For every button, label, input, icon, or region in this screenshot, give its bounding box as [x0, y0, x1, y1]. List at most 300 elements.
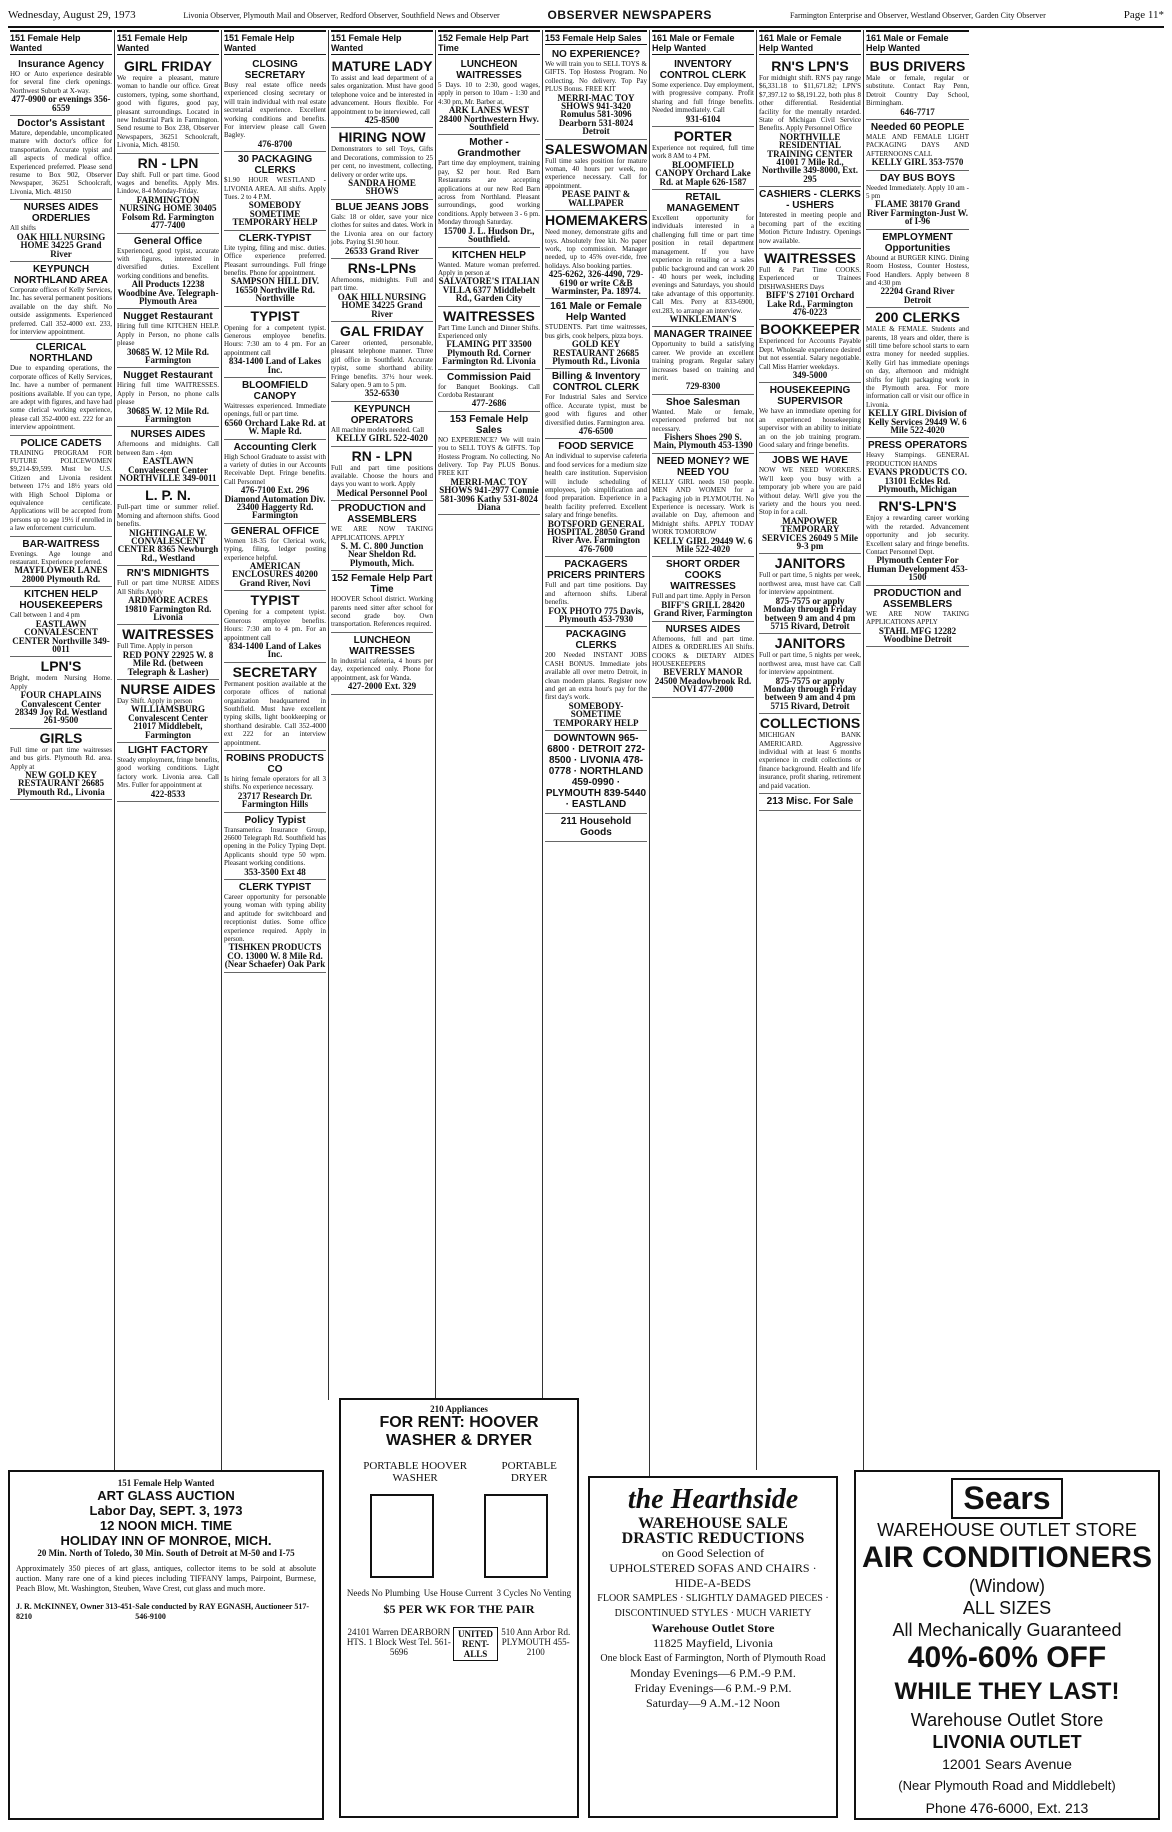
sears-line-4: ALL SIZES — [962, 1598, 1052, 1618]
ad-title: NEED MONEY? WE NEED YOU — [656, 455, 750, 478]
ad-title: DOWNTOWN 965-6800 · DETROIT 272-8500 · LIVONIA 478-0778 · NORTHLAND 459-0990 · PLYMOUTH 839-5440 · EASTLAND — [545, 732, 647, 810]
ad-body: Opening for a competent typist. Generous employee benefits. Hours: 7:30 am to 4 pm. For an appointment call — [224, 323, 326, 357]
ad-contact: 427-2000 Ext. 329 — [347, 681, 417, 692]
section-heading: 161 Male or Female Help Wanted — [759, 30, 861, 55]
classified-ad — [545, 627, 647, 731]
classified-ad — [759, 249, 861, 320]
hearthside-hours-2: Friday Evenings—6 P.M.-9 P.M. — [634, 1681, 792, 1695]
ad-title: CLERICAL NORTHLAND — [29, 342, 93, 365]
ad-title: PRODUCTION and ASSEMBLERS — [873, 587, 962, 610]
classified-ad — [224, 524, 326, 591]
ad-body: Interested in meeting people and becoming part of the exciting Motion Picture Industry. Openings now available. — [759, 211, 861, 245]
ad-title: WAITRESSES — [764, 249, 856, 266]
ad-body: Corporate offices of Kelly Services, Inc. has several permanent positions available on the day shift. No outside assignments. Experienced preferred. Call 352-4000 ext. 233, for interview appointment. — [10, 285, 112, 336]
hearthside-logo: the Hearthside — [627, 1484, 799, 1515]
ad-title: GIRLS — [39, 729, 83, 746]
ad-contact: KELLY GIRL 353-7570 — [871, 157, 964, 168]
ad-body: Experience not required, full time work 8 AM to 4 PM. — [652, 144, 754, 161]
classified-ad — [331, 128, 433, 199]
ad-body: We require a pleasant, mature woman to handle our office. Great customers, typing, some shorthand, good with figures, good pay, pleasant surroundings. Located in new Industrial Park in Farmington. Send resume to Box 238, Observer Newspapers, 36251 Schoolcraft, Livonia, Mich. 48150. — [117, 74, 219, 150]
hearthside-store: Warehouse Outlet Store — [651, 1621, 775, 1635]
classified-ad — [545, 211, 647, 299]
ad-contact: FARMINGTON NURSING HOME 30405 Folsom Rd. Farmington 477-7400 — [119, 194, 217, 231]
hearthside-hours-3: Saturday—9 A.M.-12 Noon — [646, 1696, 780, 1710]
classified-ad — [224, 57, 326, 152]
ad-title: RN'S MIDNIGHTS — [126, 568, 210, 580]
ad-body: All shifts — [10, 224, 36, 233]
ad-body: Full or part time, 5 nights per week, northwest area, must have car. Call for interview appointment. — [759, 651, 861, 677]
ad-title: POLICE CADETS — [20, 437, 102, 449]
ad-title: 30 PACKAGING CLERKS — [237, 154, 313, 177]
classified-ad — [117, 368, 219, 427]
ad-title: L. P. N. — [145, 487, 191, 504]
issue-date: Wednesday, August 29, 1973 — [8, 9, 136, 21]
sears-discount: 40%-60% OFF — [907, 1641, 1107, 1674]
ad-contact: BLOOMFIELD CANOPY Orchard Lake Rd. at Maple 626-1587 — [655, 159, 751, 187]
current-note: Use House Current — [423, 1588, 493, 1598]
art-glass-auction-ad — [8, 1470, 324, 1820]
classified-ad — [866, 497, 969, 585]
ad-body: WE ARE NOW TAKING APPLICATIONS. APPLY — [331, 525, 433, 542]
ad-body: For Industrial Sales and Service office. Accurate typist, must be good with figures and other diversified duties. Farmington area. — [545, 393, 647, 427]
classified-column — [650, 30, 757, 1470]
ad-contact: 422-8533 — [150, 788, 186, 799]
ad-body: Afternoons and midnights. Call between 8am - 4pm — [117, 440, 219, 457]
section-heading: 152 Female Help Part Time — [438, 30, 540, 55]
classified-ad — [10, 587, 112, 657]
sears-line-10: 12001 Sears Avenue — [942, 1756, 1072, 1772]
ad-body: TRAINING PROGRAM FOR FUTURE POLICEWOMEN $9,214-$9,599. Must be U.S. Citizen and Livonia resident between 17½ and 18½ years old with High School Diploma or equivalence certificate. Applications will be accepted from persons up to age 19½ if enrolled in a law enforcement curriculum. — [10, 448, 112, 533]
ad-body: $1.90 HOUR WESTLAND - LIVONIA AREA. All shifts. Apply Tues. 2 to 4 P.M. — [224, 176, 326, 202]
classified-ad — [10, 57, 112, 116]
ad-contact: 22204 Grand River Detroit — [880, 286, 955, 305]
auction-title: ART GLASS AUCTION — [97, 1488, 235, 1503]
ad-body: Abound at BURGER KING. Dining Room Hostess, Counter Hostess, Food Handlers. Apply between 8 and 4:30 pm — [866, 253, 969, 287]
ad-title: EMPLOYMENT Opportunities — [882, 231, 953, 254]
ad-contact: MAYFLOWER LANES 28000 Plymouth Rd. — [14, 565, 108, 584]
ad-title: 152 Female Help Part Time — [331, 573, 433, 596]
ad-contact: 477-0900 or evenings 356-6559 — [11, 94, 111, 113]
classified-ad — [545, 299, 647, 369]
ad-title: Needed 60 PEOPLE — [870, 122, 965, 134]
ad-title: SALESWOMAN — [545, 140, 648, 157]
ad-title: FOOD SERVICE — [558, 441, 634, 453]
classified-ad — [866, 308, 969, 438]
ad-title: KEYPUNCH NORTHLAND AREA — [13, 263, 109, 286]
united-rentalls-logo: UNITED RENT-ALLS — [453, 1627, 499, 1661]
ad-contact: 349-5000 — [792, 369, 828, 380]
ad-body: Full time sales position for mature woman, 40 hours per week, no experience necessary. Call for appointment. — [545, 156, 647, 190]
ad-contact: GOLD KEY RESTAURANT 26685 Plymouth Rd., Livonia — [552, 339, 640, 366]
ad-body: Women 18-35 for Clerical work, typing, filing, ledger posting experience helpful. — [224, 536, 326, 562]
classified-ad — [224, 751, 326, 813]
ad-title: MANAGER TRAINEE — [653, 329, 753, 341]
ad-contact: MANPOWER TEMPORARY SERVICES 26049 5 Mile 9-3 pm — [762, 515, 858, 552]
ad-title: CASHIERS - CLERKS - USHERS — [759, 189, 861, 212]
ad-body: 5 Days. 10 to 2:30, good wages, apply in person to 10am - 1:30 and 4:30 pm, Mr. Barber at, — [438, 81, 540, 106]
ad-contact: EASTLAWN Convalescent Center NORTHVILLE 349-0011 — [119, 456, 217, 484]
hearthside-reductions: DRASTIC REDUCTIONS — [621, 1530, 805, 1547]
ad-title: 211 Household Goods — [560, 815, 632, 838]
ad-body: Day Shift. Apply in person — [117, 696, 193, 705]
classified-ad — [331, 57, 433, 128]
ad-contact: 476-7100 Ext. 296 Diamond Automation Div. 23400 Haggerty Rd. Farmington — [224, 485, 326, 521]
classified-ad — [117, 625, 219, 680]
ad-contact: Fishers Shoes 290 S. Main, Plymouth 453-1390 — [653, 432, 753, 451]
classified-ad — [652, 327, 754, 394]
section-heading: 151 Female Help Wanted — [224, 30, 326, 55]
ad-title: Billing & Inventory CONTROL CLERK — [551, 371, 641, 394]
auction-venue: HOLIDAY INN OF MONROE, MICH. — [60, 1533, 272, 1548]
ad-body: Afternoons, full and part time. AIDES & ORDERLIES All Shifts. COOKS & DIETARY AIDES HOUSEKEEPERS — [652, 634, 754, 668]
classified-ad — [224, 378, 326, 440]
ad-body: Hiring full time KITCHEN HELP. Apply in Person, no phone calls please — [117, 322, 219, 348]
ad-contact: KELLY GIRL 29449 W. 6 Mile 522-4020 — [653, 535, 753, 555]
ad-title: Nugget Restaurant — [123, 311, 213, 323]
ad-title: Shoe Salesman — [666, 396, 740, 408]
ad-title: Accounting Clerk — [233, 441, 317, 453]
hearthside-directions: One block East of Farmington, North of Plymouth Road — [600, 1653, 826, 1664]
ad-contact: OAK HILL NURSING HOME 34225 Grand River — [337, 291, 427, 319]
ad-body: Steady employment, fringe benefits, good working conditions. Light factory work. Livonia area. Call Mrs. Fuller for appointment at — [117, 755, 219, 790]
classified-ad — [438, 248, 540, 307]
ad-title: Policy Typist — [244, 814, 306, 826]
classified-ad — [759, 383, 861, 453]
ad-body: Hiring full time WAITRESSES. Apply in Person, no phone calls please — [117, 381, 219, 407]
classified-ad — [224, 663, 326, 751]
ad-body: for Banquet Bookings. Call Cordoba Restaurant — [438, 382, 540, 399]
ad-title: LIGHT FACTORY — [128, 744, 208, 756]
ad-title: WAITRESSES — [443, 307, 535, 324]
ad-title: LPN'S — [40, 658, 82, 675]
classified-ad — [438, 307, 540, 370]
classified-ad — [224, 152, 326, 230]
ad-title: KITCHEN HELP HOUSEKEEPERS — [19, 589, 103, 612]
classified-ad — [866, 230, 969, 308]
ad-body: We will train you to SELL TOYS & GIFTS. Top Hostess Program. No collecting. No delivery. Top Pay PLUS Bonus. FREE KIT — [545, 60, 647, 94]
sears-line-3: (Window) — [968, 1576, 1045, 1596]
classified-column — [115, 30, 222, 1470]
ad-contact: 477-2686 — [471, 398, 507, 409]
classified-ad — [652, 395, 754, 454]
ad-title: CLERK TYPIST — [238, 882, 312, 894]
ad-body: High School Graduate to assist with a variety of duties in our Accounts Receivable Dept. Fringe benefits. Call Personnel — [224, 452, 326, 486]
ad-contact: 352-6530 — [364, 388, 400, 399]
classified-column — [757, 30, 864, 1470]
ad-body: Enjoy a rewarding career working with the retarded. Advancement opportunity and job security. Excellent salary and fringe benefits. Contact Personnel Dept. — [866, 514, 969, 557]
ad-body: Waitresses experienced. Immediate openings, full or part time. — [224, 401, 326, 419]
ad-contact: Medical Personnel Pool — [336, 487, 428, 498]
ad-contact: KELLY GIRL Division of Kelly Services 29449 W. 6 Mile 522-4020 — [868, 408, 967, 435]
classified-ad — [224, 591, 326, 662]
ad-body: MALE & FEMALE. Students and parents, 18 years and older, there is still time before school starts to earn extra money for needed supplies. Kelly Girl has immediate openings on day, afternoon and midnight shifts for light packaging work in the Plymouth area. For more information call or visit our office in Livonia. — [866, 325, 969, 409]
ad-title: LUNCHEON WAITRESSES — [456, 59, 522, 81]
classified-ad — [10, 436, 112, 537]
ad-body: Wanted. Mature woman preferred. Apply in person at — [438, 260, 540, 277]
classified-column — [864, 30, 971, 1470]
ad-body: Lite typing, filing and misc. duties. Office experience preferred. Pleasant surroundings. Full fringe benefits. Phone for appointment. — [224, 243, 326, 277]
classified-ad — [331, 571, 433, 633]
ad-body: Male or female, regular or substitute. Contact Ray Penn, Detroit Country Day School, Birmingham. — [866, 74, 969, 108]
classified-ad — [759, 57, 861, 187]
auction-body: Approximately 350 pieces of art glass, antiques, collector items to be sold at absolute auction. Many rare one of a kind pieces including TIFFANY lamps, Pairpoint, Burmese, Peach Blow, Mt. Washington, Steuben, Wave Crest, cut glass and much more. — [16, 1564, 316, 1593]
rental-title: FOR RENT: HOOVER WASHER & DRYER — [379, 1414, 539, 1449]
classified-ad — [866, 438, 969, 497]
ad-title: RN'S LPN'S — [771, 58, 849, 74]
ad-body: Wanted. Male or female, experienced preferred but not necessary. — [652, 407, 754, 433]
masthead-papers: Livonia Observer, Plymouth Mail and Observer, Redford Observer, Southfield News and Observer — [183, 10, 500, 20]
sears-ad — [854, 1470, 1160, 1820]
classified-ad — [224, 307, 326, 378]
dryer-icon — [484, 1494, 548, 1578]
ad-contact: 353-3500 Ext 48 — [244, 866, 306, 877]
classified-ad — [866, 57, 969, 120]
ad-contact: NORTHVILLE RESIDENTIAL TRAINING CENTER 41001 7 Mile Rd., Northville 349-8000, Ext. 295 — [762, 131, 858, 184]
ad-title: BAR-WAITRESS — [22, 538, 100, 550]
classified-ad — [224, 440, 326, 524]
ad-contact: 931-6104 — [685, 113, 721, 124]
ad-body: Full time or part time waitresses and bus girls. Plymouth Rd. area. Apply at — [10, 745, 112, 771]
ad-title: PORTER — [673, 128, 733, 145]
ad-title: INVENTORY CONTROL CLERK — [659, 59, 747, 81]
ad-title: BUS DRIVERS — [869, 58, 966, 74]
ad-title: KITCHEN HELP — [452, 249, 526, 261]
ad-contact: BIFF'S 27101 Orchard Lake Rd., Farmington 476-0223 — [765, 290, 855, 317]
ad-body: NOW WE NEED WORKERS. We'll keep you busy with a temporary job where you are paid without delay. We'll give you the variety and the hours you need. Stop in for a call. — [759, 466, 861, 517]
classified-ad — [545, 557, 647, 627]
section-heading: 151 Female Help Wanted — [331, 30, 433, 55]
ad-contact: 834-1400 Land of Lakes Inc. — [228, 640, 322, 660]
classified-ad — [117, 57, 219, 154]
ad-body: Needed Immediately. Apply 10 am - 5 pm — [866, 183, 969, 201]
classified-ad — [224, 231, 326, 307]
classified-ad — [438, 370, 540, 412]
section-heading: 161 Male or Female Help Wanted — [652, 30, 754, 55]
ad-contact: 26533 Grand River — [345, 245, 419, 256]
sears-line-9: LIVONIA OUTLET — [932, 1732, 1082, 1752]
ad-title: SHORT ORDER COOKS WAITRESSES — [666, 559, 740, 593]
ad-body: Evenings. Age lounge and restaurant. Experience preferred. — [10, 549, 112, 567]
classified-ad — [545, 814, 647, 842]
sears-line-12: Phone 476-6000, Ext. 213 — [925, 1800, 1089, 1816]
ad-contact: KELLY GIRL 522-4020 — [336, 433, 428, 444]
ad-contact: 30685 W. 12 Mile Rd. Farmington — [126, 405, 209, 424]
ad-contact: NIGHTINGALE W. CONVALESCENT CENTER 8365 Newburgh Rd., Westland — [117, 527, 219, 563]
ad-body: Busy real estate office needs experienced closing secretary or will train individual with real estate secretarial experience. Excellent working conditions and benefits. For interview please call Gwen Bagley. — [224, 81, 326, 140]
classified-ad — [759, 794, 861, 811]
hearthside-ad — [588, 1476, 838, 1818]
classified-ad — [545, 731, 647, 814]
ad-body: Part Time Lunch and Dinner Shifts. Experienced only — [438, 323, 540, 340]
ad-body: Full or part time, 5 nights per week, northwest area, must have car. Call for interview appointment. — [759, 571, 861, 597]
ad-contact: PEASE PAINT & WALLPAPER — [561, 189, 631, 208]
ad-body: Heavy Stampings. GENERAL PRODUCTION HANDS — [866, 451, 969, 468]
ad-contact: EASTLAWN CONVALESCENT CENTER Northville 349-0011 — [12, 618, 110, 654]
ad-title: CLERK-TYPIST — [238, 232, 312, 244]
ad-title: GIRL FRIDAY — [124, 58, 212, 74]
ad-title: Insurance Agency — [18, 59, 104, 70]
ad-title: RN'S-LPN'S — [878, 498, 957, 515]
section-heading: 151 Female Help Wanted — [10, 30, 112, 55]
ad-body: For midnight shift. RN'S pay range $6,331.18 to $11,671.82; LPN'S $7,397.12 to $8,191.22, both plus 8 other differential. Residential facility for the mentally retarded. State of Michigan Civil Service Benefits. Apply Personnel Office — [759, 74, 861, 133]
ad-body: Is hiring female operators for all 3 shifts. No experience necessary. — [224, 774, 326, 792]
ad-title: COLLECTIONS — [759, 715, 861, 732]
classified-ad — [331, 402, 433, 447]
ad-contact: 646-7717 — [900, 106, 935, 117]
classified-ad — [652, 454, 754, 558]
classified-ad — [331, 259, 433, 322]
ad-title: RNs-LPNs — [347, 259, 417, 276]
section-heading: 151 Female Help Wanted — [117, 30, 219, 55]
ad-body: 200 Needed INSTANT JOBS CASH BONUS. Immediate jobs available all over metro Detroit, in clean modern plants. Register now and get an extra hour's pay for the first day's work. — [545, 651, 647, 702]
ad-body: Career oriented, personable, pleasant telephone manner. Three girl office in Southfield. Accurate typist, some shorthand ability. Fringe benefits. 37½ hour week. Salary open. 9 am to 5 pm. — [331, 338, 433, 389]
ad-title: JOBS WE HAVE — [772, 455, 848, 467]
ad-contact: FLAME 38170 Grand River Farmington-Just W. of I-96 — [866, 199, 969, 227]
ad-contact: 476-8700 — [257, 138, 293, 149]
ad-title: GENERAL OFFICE — [230, 525, 320, 537]
ad-title: NURSES AIDES — [130, 429, 206, 441]
plymouth-address: 510 Ann Arbor Rd. PLYMOUTH 455-2100 — [501, 1627, 571, 1657]
ad-contact: FLAMING PIT 33500 Plymouth Rd. Corner Farmington Rd. Livonia — [442, 339, 536, 367]
ad-title: Doctor's Assistant — [17, 118, 105, 130]
ad-body: Permanent position available at the corporate offices of national organization headquartered in Southfield. Must have excellent typing skills, light bookkeeping or shorthand desirable. Call 352-4000 ext 222 for an interview appointment. — [224, 679, 326, 747]
classified-ad — [759, 714, 861, 794]
page-number: Page 11* — [1123, 9, 1165, 21]
classified-ad — [331, 322, 433, 402]
ad-body: Opportunity to build a satisfying career. We provide an excellent training program. Regular salary increases based on training and merit. — [652, 340, 754, 382]
ad-title: ROBINS PRODUCTS CO — [226, 752, 324, 775]
classified-column — [436, 30, 543, 1470]
ad-contact: FOX PHOTO 775 Davis, Plymouth 453-7930 — [548, 605, 644, 624]
ad-body: Full & Part Time COOKS. Experienced or Trainees DISHWASHERS Days — [759, 265, 861, 291]
ad-title: Commission Paid — [447, 371, 531, 383]
classified-ad — [652, 622, 754, 698]
washer-label: PORTABLE HOOVER WASHER — [363, 1460, 468, 1484]
ad-body: MICHIGAN BANK AMERICARD. Aggressive individual with at least 6 months experience in credit collections or finance background. Health and life insurance, profit sharing, retirement and paid vacation. — [759, 731, 861, 790]
ad-title: HOUSEKEEPING SUPERVISOR — [769, 385, 851, 408]
classified-ad — [224, 880, 326, 973]
classified-ad — [10, 657, 112, 728]
sears-line-5: All Mechanically Guaranteed — [892, 1620, 1122, 1640]
hearthside-line-3: on Good Selection of — [661, 1546, 765, 1560]
ad-body: Full Time. Apply in person — [117, 642, 193, 651]
ad-contact: EVANS PRODUCTS CO. 13101 Eckles Rd. Plymouth, Michigan — [867, 467, 968, 495]
ad-contact: ARDMORE ACRES 19810 Farmington Rd. Livonia — [124, 595, 212, 622]
classified-ad — [652, 57, 754, 127]
classified-column — [543, 30, 650, 1480]
ad-body: Full and part time positions. Day and afternoon shifts. Liberal benefits. — [545, 581, 647, 607]
classified-ad — [438, 412, 540, 516]
classified-ad — [10, 200, 112, 262]
classified-ad — [759, 634, 861, 714]
classified-ad — [331, 501, 433, 571]
ad-title: NURSE AIDES — [120, 680, 216, 697]
ad-body: Excellent opportunity for individuals interested in a challenging full time or part time position in retail department management. If you have experience in retailing or a sales public background and can work 20 - 40 hours per week, including evenings and Saturdays, you should take advantage of this opportunity. Call Mrs. Perry at 833-6900, ext.283, to arrange an interview. — [652, 214, 754, 315]
classified-ad — [117, 154, 219, 234]
ad-contact: SOMEBODY SOMETIME TEMPORARY HELP — [232, 200, 318, 228]
classified-ad — [117, 427, 219, 486]
ad-title: Nugget Restaurant — [123, 370, 213, 382]
venting-note: 3 Cycles No Venting — [496, 1588, 572, 1598]
dryer-label: PORTABLE DRYER — [501, 1460, 557, 1484]
auction-date: Labor Day, SEPT. 3, 1973 — [89, 1503, 243, 1518]
classified-ad — [117, 309, 219, 368]
ad-contact: MERRI-MAC TOY SHOWS 941-2977 Connie 581-3096 Kathy 531-8024 Diana — [439, 476, 539, 513]
ad-title: RN - LPN — [137, 154, 199, 171]
ad-contact: NEW GOLD KEY RESTAURANT 26685 Plymouth Rd., Livonia — [17, 769, 105, 797]
classified-ad — [117, 566, 219, 625]
classified-ad — [331, 633, 433, 695]
classified-ad — [438, 135, 540, 247]
classified-column — [222, 30, 329, 1400]
classified-ad — [117, 743, 219, 802]
ad-contact: ARK LANES WEST 28400 Northwestern Hwy. Southfield — [439, 105, 539, 133]
ad-title: WAITRESSES — [122, 626, 214, 643]
washer-icon — [370, 1494, 434, 1578]
ad-contact: FOUR CHAPLAINS Convalescent Center 28349 Joy Rd. Westland 261-9500 — [14, 690, 108, 726]
classified-ad — [331, 447, 433, 502]
classified-ad — [117, 680, 219, 743]
ad-title: PRESS OPERATORS — [867, 440, 968, 452]
auction-owner: J. R. McKINNEY, Owner 313-451-8210 — [16, 1602, 135, 1621]
classified-ad — [759, 187, 861, 249]
ad-contact: BIFF'S GRILL 28420 Grand River, Farmington — [653, 599, 753, 619]
ad-title: Mother - Grandmother — [457, 137, 521, 160]
ad-body: Part time day employment, training pay, $2 per hour. Red Barn Restaurants are accepting applications at our new Red Barn across from Northland. Pleasant surroundings, good working conditions. Apply between 3 - 6 pm. Monday through Saturday. — [438, 159, 540, 227]
sears-logo: Sears — [951, 1478, 1062, 1519]
ad-body: Experienced, good typist, accurate with figures, interested in diversified duties. Excellent working conditions and benefits. — [117, 246, 219, 280]
ad-contact: All Products 12238 Woodbine Ave. Telegraph-Plymouth Area — [117, 279, 219, 306]
section-heading: 153 Female Help Sales — [545, 30, 647, 45]
ad-body: MALE AND FEMALE LIGHT PACKAGING DAYS AND AFTERNOONS CALL — [866, 133, 969, 158]
auction-time: 12 NOON MICH. TIME — [99, 1518, 233, 1533]
section-heading: 151 Female Help Wanted — [117, 1478, 215, 1488]
ad-contact: AMERICAN ENCLOSURES 40200 Grand River, Novi — [232, 561, 318, 588]
ad-contact: OAK HILL NURSING HOME 34225 Grand River — [16, 231, 106, 259]
ad-body: Full or part time NURSE AIDES All Shifts Apply — [117, 579, 219, 596]
masthead — [8, 4, 1164, 28]
ad-body: Experienced for Accounts Payable Dept. Wholesale experience desired but not essential. Salary negotiable. Call Miss Harrier weekdays. — [759, 337, 861, 371]
sears-line-11: (Near Plymouth Road and Middlebelt) — [898, 1778, 1116, 1793]
ad-body: Call between 1 and 4 pm — [10, 611, 80, 620]
ad-contact: WINKLEMAN'S — [669, 313, 737, 324]
ad-body: Full and part time. Apply in Person — [652, 592, 751, 601]
ad-contact: 729-8300 — [685, 381, 721, 392]
ad-body: An individual to supervise cafeteria and food services for a medium size health care institution. Supervision will include scheduling of employees, job simplification and food preparation. Experience in a health facility preferred. Excellent salary and fringe benefits. — [545, 452, 647, 520]
ad-contact: SANDRA HOME SHOWS — [348, 178, 416, 197]
ad-title: PACKAGERS PRICERS PRINTERS — [547, 559, 645, 582]
masthead-papers-2: Farmington Enterprise and Observer, Westland Observer, Garden City Observer — [789, 10, 1046, 20]
hearthside-line-5: FLOOR SAMPLES · SLIGHTLY DAMAGED PIECES · DISCONTINUED STYLES · MUCH VARIETY — [597, 1593, 829, 1619]
ad-contact: Plymouth Center For Human Development 453-1500 — [867, 555, 968, 583]
classified-ad — [10, 537, 112, 588]
classified-ad — [866, 171, 969, 230]
sears-line-2: AIR CONDITIONERS — [862, 1541, 1153, 1574]
ad-contact: MERRI-MAC TOY SHOWS 941-3420 Romulus 581-3096 Dearborn 531-8024 Detroit — [557, 92, 635, 137]
ad-title: LUNCHEON WAITRESSES — [349, 634, 415, 657]
ad-title: BLUE JEANS JOBS — [335, 201, 429, 213]
classified-ad — [759, 554, 861, 634]
ad-title: HOMEMAKERS — [545, 212, 648, 229]
ad-body: All machine models needed. Call — [331, 425, 425, 434]
classified-ad — [331, 200, 433, 259]
ad-title: JANITORS — [774, 555, 846, 572]
auction-directions: 20 Min. North of Toledo, 30 Min. South of Detroit at M-50 and I-75 — [37, 1548, 295, 1558]
ad-body: Some experience. Day employment, with progressive company. Profit sharing and full fringe benefits. Needed immediately. Call — [652, 81, 754, 115]
ad-body: HO or Auto experience desirable for several fine clerk openings. Northwest Suburb at X-way. — [10, 70, 112, 95]
ad-contact: BOTSFORD GENERAL HOSPITAL 28050 Grand River Ave. Farmington 476-7600 — [547, 518, 645, 554]
classified-ad — [10, 116, 112, 200]
